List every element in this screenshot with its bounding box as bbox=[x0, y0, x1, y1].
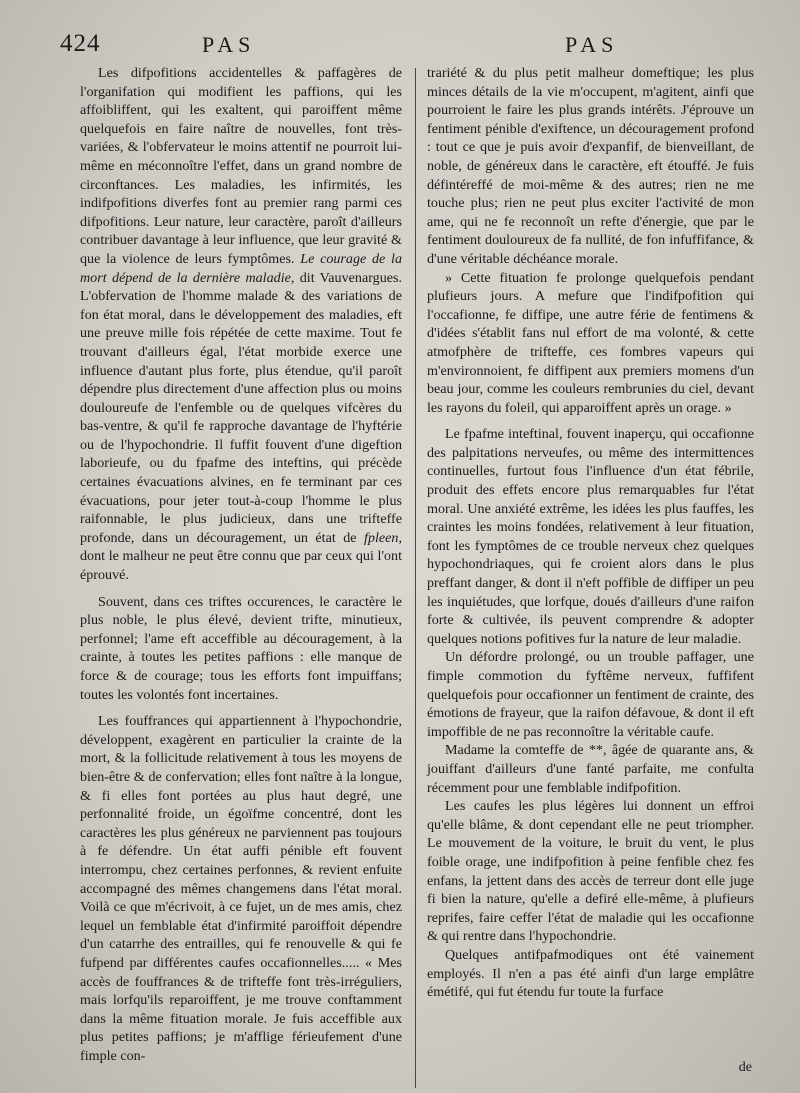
column-divider bbox=[415, 68, 416, 1088]
paragraph: » Cette fituation fe prolonge quelquefois pendant plufieurs jours. A mefure que l'indifpofition qui l'occafionne, fe diffipe, une autre férie de fentimens & d'idées s'établit fans nul effort de ma volonté, & cette atmofphère de trifteffe, ces fombres vapeurs qui m'environnoient, fe diffipent aux premiers momens d'un beau jour, comme les couleurs rembrunies du ciel, devant les rayons du foleil, qui apparoiffent après un orage. » bbox=[427, 269, 754, 416]
text-run: , dont le malheur ne peut être connu que par ceux qui l'ont éprouvé. bbox=[80, 529, 402, 584]
paragraph: Un défordre prolongé, ou un trouble paffager, une fimple commotion du fyftême nerveux, fuffifent quelquefois pour occafionner un fentiment de crainte, des émotions de frayeur, que la raifon défavoue, & dont il eft impoffible de ne pas reconnoître la véritable caufe. bbox=[427, 649, 754, 740]
paragraph: Madame la comteffe de **, âgée de quarante ans, & jouiffant d'ailleurs d'une fanté parfaite, me confulta récemment pour une femblable indifpofition. bbox=[427, 742, 754, 796]
paragraph: trariété & du plus petit malheur domeftique; les plus minces détails de la vie m'occupent, m'agitent, ainfi que pourroient le faire les plus grands intérêts. J'éprouve un fentiment pénible d'exiftence, un découragement profond : tout ce que je puis avoir d'expanfif, de bienveillant, de noble, de généreux dans le caractère, eft étouffé. Je fuis défintéreffé de moi-même & des autres; rien ne me touche plus; rien ne peut plus exciter l'activité de mon ame, qui ne fe reconnoît un refte d'énergie, que par le fentiment douloureux de fa nullité, de fon infuffifance, & d'une véritable déchéance morale. bbox=[427, 65, 754, 267]
running-title-left: PAS bbox=[202, 32, 256, 57]
running-title-right: PAS bbox=[565, 32, 619, 57]
text-run: , dit Vauvenargues. L'obfervation de l'homme malade & des variations de fon état moral, dans le développement des maladies, eft une preuve mille fois répétée de cette maxime. Tout fe trouvant d'ailleurs égal, l'état morbide exerce une influence d'autant plus forte, plus étendue, qu'il paroît dépendre plus directement d'une affection plus ou moins douloureufe de l'enfemble ou de quelques vifcères du bas-ventre, & qu'il fe rapproche davantage de l'hyftérie ou de l'hypochondrie. Il fuffit fouvent d'une digeftion laborieufe, ou du fpafme des inteftins, qui précède certaines évacuations alvines, en fe terminant par ces évacuations, pour jeter tout-à-coup l'homme le plus raifonnable, le plus judicieux, dans une trifteffe profonde, dans un découragement, un état de bbox=[80, 269, 402, 546]
text-run: Les difpofitions accidentelles & paffagères de l'organifation qui modifient les paffions, qui les affoibliffent, qui les exaltent, qui paroiffent même quelquefois en faire naître de nouvelles, font très-variées, & l'obfervateur le moins attentif ne pourroit lui-même en méconnoître l'effet, dans un grand nombre de circonftances. Les maladies, les infirmités, les indifpofitions diverfes font au premier rang parmi ces difpofitions. Leur nature, leur caractère, paroît d'ailleurs contribuer davantage à leur influence, que leur gravité & que la violence de leurs fymptômes. bbox=[80, 65, 402, 267]
paragraph: Souvent, dans ces triftes occurences, le caractère le plus noble, le plus élevé, devient trifte, minutieux, perfonnel; l'ame eft acceffible au découragement, à la crainte, à toutes les petites paffions : elle manque de force & de courage; tous les efforts font impuiffans; toutes les volontés font incertaines. bbox=[80, 593, 402, 703]
paragraph: Les caufes les plus légères lui donnent un effroi qu'elle blâme, & dont cependant elle ne peut triompher. Le mouvement de la voiture, le bruit du vent, le plus foible orage, une indifpofition à peine fenfible chez fes enfans, la jettent dans des accès de terreur dont elle juge fi bien la nature, qu'elle a defiré elle-même, à plufieurs reprifes, faire ceffer l'état de maladie qui les occafionne & qui rentre dans l'hypochondrie. bbox=[427, 798, 754, 945]
page-number: 424 bbox=[60, 30, 101, 57]
right-column bbox=[427, 64, 754, 1002]
paragraph bbox=[80, 64, 402, 585]
quote-italic: Le courage de la mort dépend de la dernière maladie bbox=[80, 250, 402, 286]
page-header bbox=[60, 30, 760, 66]
paragraph: Quelques antifpafmodiques ont été vainement employés. Il n'en a pas été ainfi d'un large emplâtre émétifé, qui fut étendu fur toute la furface bbox=[427, 946, 754, 1001]
paragraph: Les fouffrances qui appartiennent à l'hypochondrie, développent, exagèrent en particulier la crainte de la mort, & la follicitude relativement à tous les moyens de bien-être & de confervation; elles font naître à la longue, & fi elles font portées au plus haut degré, une perfonnalité froide, un égoïfme concentré, dont les caractères les plus généreux ne parviennent pas toujours à fe défendre. Un état auffi pénible eft fouvent interrompu, chez certaines perfonnes, & revient enfuite accompagné des mêmes changemens dans l'état moral. Voilà ce que m'écrivoit, à ce fujet, un de mes amis, chez lequel un femblable état d'infirmité paroiffoit dépendre d'un catarrhe des entrailles, qui fe renouvelle & qui fe fufpend par différentes caufes occafionnelles..... « Mes accès de fouffrances & de trifteffe font très-irréguliers, mais lorfqu'ils reparoiffent, je me trouve conftamment dans la même fituation morale. Je fuis acceffible aux plus petites paffions; je m'afflige férieufement d'une fimple con- bbox=[80, 713, 402, 1064]
left-column bbox=[80, 64, 402, 1065]
paragraph: Le fpafme inteftinal, fouvent inaperçu, qui occafionne des palpitations nerveufes, ou même des intermittences continuelles, furtout fous l'influence d'un état fébrile, produit des effets encore plus remarquables fur l'état moral. Une anxiété extrême, les idées les plus fauffes, les craintes les moins fondées, relativement à leur fituation, font les fymptômes de ce trouble nerveux chez quelques hypochondriaques, qui fe croient alors dans le plus preffant danger, & dont il n'eft poffible de diffiper un peu les inquiétudes, que lorfque, doués d'ailleurs d'une raifon forte & cultivée, ils peuvent comprendre & adopter quelques notions pofitives fur la nature de leur maladie. bbox=[427, 426, 754, 647]
catchword: de bbox=[738, 1060, 752, 1075]
spleen-italic: fpleen bbox=[364, 529, 399, 546]
